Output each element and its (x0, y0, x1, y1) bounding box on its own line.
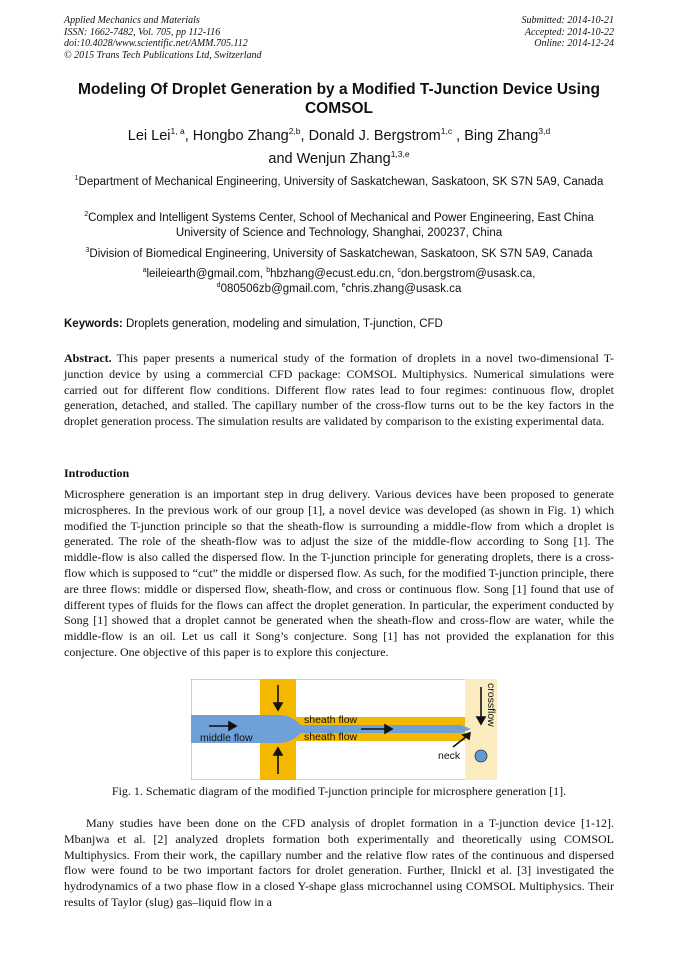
email-e[interactable]: chris.zhang@usask.ca (345, 283, 462, 295)
author-list (60, 125, 618, 171)
email-line-1: $^a$leileiearth@gmail.com, $^b$hbzhang@ecust.edu.cn, $^c$don.bergstrom@usask.ca, (142, 267, 536, 280)
doi: doi:10.4028/www.scientific.net/AMM.705.112 (64, 38, 248, 49)
accepted-date: Accepted: 2014-10-22 (524, 26, 614, 38)
t-junction-diagram (191, 679, 497, 780)
author-affil-mark: 2,b (288, 126, 301, 136)
author-affil-mark: 1,c (440, 126, 453, 136)
label-middle-flow: middle flow (200, 732, 253, 744)
email-a[interactable]: leileiearth@gmail.com, (146, 268, 267, 280)
author-separator: , (300, 128, 309, 144)
label-crossflow: crossflow (485, 683, 497, 727)
author-name: Bing Zhang (464, 128, 539, 144)
affiliation-number: 2 (84, 211, 89, 218)
affiliation-text: Division of Biomedical Engineering, University of Saskatchewan, Saskatoon, SK S7N 5A9, Canada (89, 248, 593, 260)
figure-1 (191, 679, 497, 780)
author-name: Hongbo Zhang (192, 128, 289, 144)
email-c[interactable]: don.bergstrom@usask.ca, (401, 268, 536, 280)
author-name: and Wenjun Zhang (268, 151, 391, 167)
label-neck: neck (438, 750, 461, 762)
author-line-1 (60, 125, 618, 148)
online-date: Online: 2014-12-24 (534, 38, 614, 49)
author-separator: , (184, 128, 193, 144)
email-line-2: $^d$080506zb@gmail.com, $^e$chris.zhang@usask.ca (216, 282, 462, 295)
email-d[interactable]: 080506zb@gmail.com, (220, 283, 342, 295)
affiliation-2 (60, 211, 618, 241)
affiliation-text: Department of Mechanical Engineering, University of Saskatchewan, Saskatoon, SK S7N 5A9, Canada (78, 176, 604, 188)
submitted-date: Submitted: 2014-10-21 (521, 15, 614, 26)
affiliation-number: 3 (85, 247, 90, 254)
issn: ISSN: 1662-7482, Vol. 705, pp 112-116 (64, 26, 221, 38)
author-name: Lei Lei (127, 128, 171, 144)
journal-header-left (64, 15, 262, 61)
affiliation-number: 1 (74, 175, 79, 182)
affiliation-text: Complex and Intelligent Systems Center, School of Mechanical and Power Engineering, East China University of Science and Technology, Shanghai, 200237, China (88, 212, 594, 239)
journal-header-right (522, 15, 615, 50)
abstract-label: Abstract. (64, 351, 112, 365)
email-list (60, 267, 618, 297)
affiliation-3 (60, 247, 618, 262)
author-affil-mark: 1,3,e (390, 149, 410, 159)
droplet (475, 750, 487, 762)
author-name: Donald J. Bergstrom (308, 128, 441, 144)
intro-paragraph: Microsphere generation is an important step in drug delivery. Various devices have been proposed to generate microspheres. In the previous work of our group [1], a novel device was developed (as shown in Fig. 1) which modified the T-junction principle so that the sheath-flow is surrounding a middle-flow from which a droplet is generated. The role of the sheath-flow was to adjust the size of the middle-flow according to Song [1]. The middle-flow is also called the dispersed flow. In the T-junction principle for generating droplets, there is a cross-flow which is supposed to “cut” the middle or dispersed flow. As such, for the modified T-junction principle, there are three flows: middle or dispersed flow, sheath-flow, and cross or continuous flow. Song [1] found that use of different types of fluids for the flows can affect the droplet generation. In particular, the experiment conducted by Song [1] showed that a droplet cannot be generated when the sheath-flow and cross-flow are water, while the middle-flow is an oil. Let us call it Song’s conjecture. Song [1] has not provided the explanation for this conjecture. One objective of this paper is to explore this conjecture. (64, 487, 614, 659)
author-affil-mark: 3,d (538, 126, 551, 136)
email-b[interactable]: hbzhang@ecust.edu.cn, (270, 268, 398, 280)
section-heading-introduction: Introduction (64, 466, 130, 480)
label-sheath-top: sheath flow (304, 714, 358, 726)
author-affil-mark: 1, a (170, 126, 185, 136)
affiliation-1 (60, 175, 618, 190)
abstract (64, 351, 614, 430)
author-separator: , (452, 128, 465, 144)
keywords-label: Keywords: (64, 318, 123, 330)
label-sheath-bottom: sheath flow (304, 731, 358, 743)
body-paragraph-2: Many studies have been done on the CFD analysis of droplet formation in a T-junction device [1-12]. Mbanjwa et al. [2] analyzed droplets formation both experimentally and theoretically using COMSOL Multiphysics. From their work, the capillary number and the relative flow rates of the continuous and dispersed flow were found to be two important factors for drolet generation. Further, Ilnickl et al. [3] investigated the hydrodynamics of a two phase flow in a closed Y-shape glass microchannel using COMSOL Multiphysics. Their results of Taylor (slug) gas–liquid flow in a (64, 816, 614, 909)
paper-title: Modeling Of Droplet Generation by a Modified T-Junction Device Using COMSOL (78, 81, 600, 117)
keywords (64, 317, 614, 332)
figure-caption: Fig. 1. Schematic diagram of the modified T-junction principle for microsphere generation [1]. (111, 784, 567, 798)
copyright: © 2015 Trans Tech Publications Ltd, Switzerland (64, 49, 262, 61)
abstract-text: This paper presents a numerical study of the formation of droplets in a novel two-dimensional T-junction device by using a commercial CFD package: COMSOL Multiphysics. Numerical simulations were carried out for different flow conditions. Different flow rates lead to four regimes: continuous flow, droplet generation, detached, and stalled. The capillary number of the cross-flow turns out to be the key factors in the droplet generation process. The simulation results are validated by comparison to the existing experimental data. (64, 351, 614, 429)
journal-name: Applied Mechanics and Materials (64, 15, 200, 26)
author-line-2 (60, 148, 618, 171)
keywords-text: Droplets generation, modeling and simulation, T-junction, CFD (122, 318, 443, 330)
